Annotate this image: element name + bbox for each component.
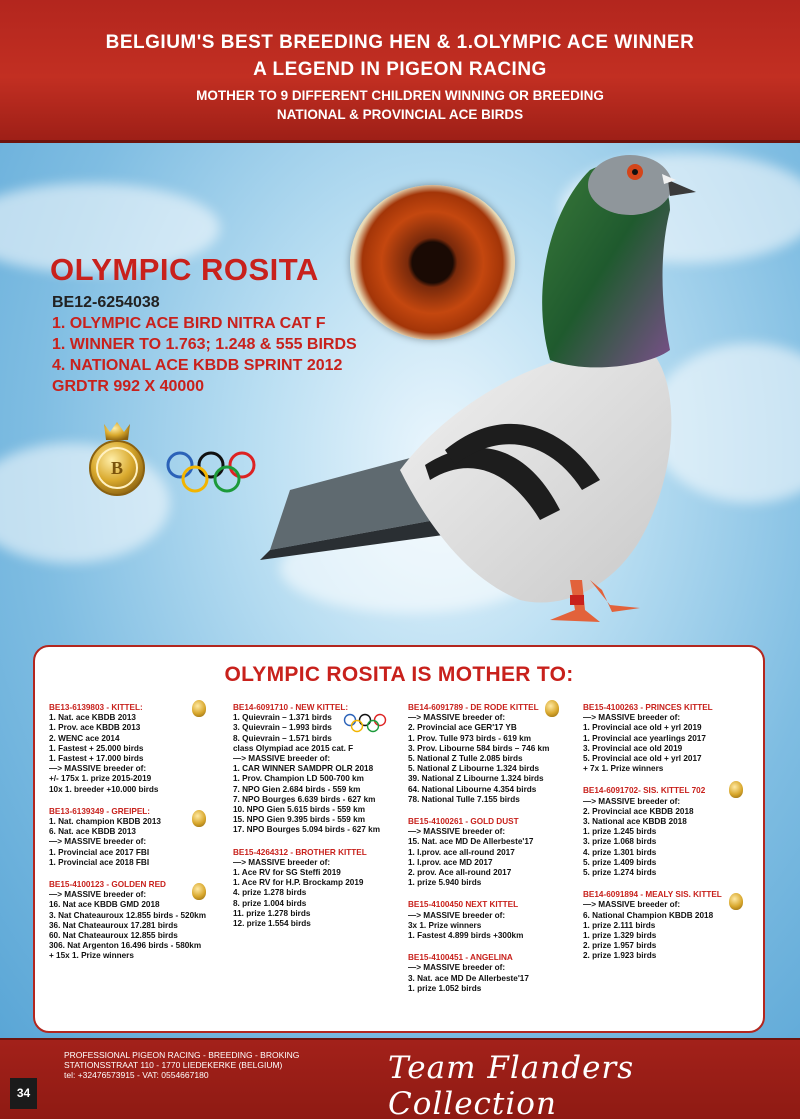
offspring-result-line: 2. WENC ace 2014 [49, 733, 120, 743]
kbdb-badge-icon [729, 893, 743, 910]
offspring-result-line: 1. Prov. Champion LD 500-700 km [233, 774, 364, 784]
offspring-result-line: 3x 1. Prize winners [408, 920, 482, 930]
offspring-result-line: 7. NPO Bourges 6.639 birds - 627 km [233, 794, 376, 804]
offspring-result-line: 7. NPO Gien 2.684 birds - 559 km [233, 784, 361, 794]
offspring-result-line: —> MASSIVE breeder of: [408, 713, 506, 723]
offspring-card [33, 645, 765, 1033]
headline-4: NATIONAL & PROVINCIAL ACE BIRDS [276, 107, 524, 122]
offspring-result-line: —> MASSIVE breeder of: [233, 754, 331, 764]
offspring-result-line: 1. prize 1.245 birds [583, 827, 657, 837]
olympic-rings-icon [165, 449, 257, 495]
offspring-entry [408, 953, 576, 994]
offspring-result-line: 306. Nat Argenton 16.496 birds - 580km [49, 941, 202, 951]
offspring-result-line: 3. Provincial ace old 2019 [583, 743, 683, 753]
page-number: 34 [10, 1078, 37, 1109]
offspring-title: BE14-6091702- SIS. KITTEL 702 [583, 786, 706, 796]
offspring-title: BE15-4264312 - BROTHER KITTEL [233, 847, 367, 857]
offspring-result-line: 1. Fastest 4.899 birds +300km [408, 931, 524, 941]
offspring-result-line: 4. prize 1.301 birds [583, 847, 657, 857]
offspring-result-line: 39. National Z Libourne 1.324 birds [408, 774, 544, 784]
offspring-result-line: —> MASSIVE breeder of: [408, 963, 506, 973]
offspring-result-line: —> MASSIVE breeder of: [233, 857, 331, 867]
kbdb-badge-icon [192, 810, 206, 827]
headline-1: BELGIUM'S BEST BREEDING HEN & 1.OLYMPIC ACE WINNER [105, 32, 695, 53]
offspring-result-line: 1. Prov. Tulle 973 birds - 619 km [408, 733, 532, 743]
olympic-rings-icon [343, 713, 387, 733]
offspring-result-line: 3. Nat. ace MD De Allerbeste'17 [408, 973, 529, 983]
offspring-entry [408, 817, 576, 888]
footer-address: STATIONSSTRAAT 110 - 1770 LIEDEKERKE (BELGIUM) [64, 1060, 283, 1070]
offspring-entry [583, 890, 751, 961]
offspring-result-line: 64. National Libourne 4.354 birds [408, 784, 537, 794]
offspring-result-line: 1. CAR WINNER SAMDPR OLR 2018 [233, 764, 374, 774]
offspring-result-line: 2. Provincial ace GER'17 YB [408, 723, 517, 733]
offspring-result-line: 6. Nat. ace KBDB 2013 [49, 827, 136, 837]
offspring-result-line: 2. prize 1.923 birds [583, 951, 657, 961]
offspring-result-line: —> MASSIVE breeder of: [583, 900, 681, 910]
offspring-result-line: —> MASSIVE breeder of: [408, 910, 506, 920]
offspring-title: BE15-4100450 NEXT KITTEL [408, 900, 519, 910]
offspring-title: BE15-4100261 - GOLD DUST [408, 817, 519, 827]
offspring-result-line: —> MASSIVE breeder of: [583, 713, 681, 723]
offspring-result-line: 1. I.prov. ace MD 2017 [408, 857, 493, 867]
offspring-column-2 [233, 703, 401, 941]
pigeon-name: OLYMPIC ROSITA [50, 252, 319, 287]
offspring-result-line: 1. I.prov. ace all-round 2017 [408, 847, 515, 857]
headline-3: MOTHER TO 9 DIFFERENT CHILDREN WINNING OR BREEDING [196, 88, 604, 103]
offspring-result-line: + 15x 1. Prize winners [49, 951, 134, 961]
offspring-result-line: 1. Ace RV for SG Steffi 2019 [233, 868, 341, 878]
offspring-result-line: + 7x 1. Prize winners [583, 764, 664, 774]
offspring-entry [408, 703, 576, 805]
offspring-column-4 [583, 703, 751, 974]
offspring-title: BE14-6091894 - MEALY SIS. KITTEL [583, 890, 722, 900]
offspring-result-line: 1. Ace RV for H.P. Brockamp 2019 [233, 878, 364, 888]
offspring-result-line: 5. prize 1.274 birds [583, 868, 657, 878]
offspring-result-line: 2. prov. Ace all-round 2017 [408, 868, 512, 878]
offspring-column-1 [49, 703, 217, 974]
offspring-result-line: 1. Fastest + 25.000 birds [49, 743, 144, 753]
offspring-result-line: 5. National Z Libourne 1.324 birds [408, 764, 540, 774]
kbdb-badge-icon [729, 781, 743, 798]
offspring-result-line: 1. Provincial ace old + yrl 2019 [583, 723, 702, 733]
offspring-result-line: 2. Provincial ace KBDB 2018 [583, 806, 694, 816]
offspring-result-line: 16. Nat ace KBDB GMD 2018 [49, 900, 160, 910]
offspring-result-line: 1. Provincial ace 2018 FBI [49, 857, 150, 867]
offspring-entry [233, 848, 401, 930]
offspring-result-line: 10x 1. breeder +10.000 birds [49, 784, 159, 794]
offspring-result-line: —> MASSIVE breeder of: [583, 796, 681, 806]
offspring-result-line: 3. Nat Chateauroux 12.855 birds - 520km [49, 910, 206, 920]
kbdb-badge-icon [192, 700, 206, 717]
footer-contact [64, 1050, 299, 1080]
offspring-result-line: 1. prize 1.329 birds [583, 931, 657, 941]
offspring-entry [583, 703, 751, 774]
offspring-result-line: 12. prize 1.554 birds [233, 919, 311, 929]
offspring-result-line: 3. National ace KBDB 2018 [583, 817, 687, 827]
offspring-result-line: 1. Nat. ace KBDB 2013 [49, 713, 136, 723]
offspring-result-line: 10. NPO Gien 5.615 birds - 559 km [233, 805, 365, 815]
credential-line: 1. WINNER TO 1.763; 1.248 & 555 BIRDS [52, 336, 357, 353]
credential-line: GRDTR 992 X 40000 [52, 378, 205, 395]
offspring-result-line: 15. NPO Gien 9.395 birds - 559 km [233, 815, 365, 825]
offspring-result-line: —> MASSIVE breeder of: [408, 827, 506, 837]
offspring-result-line: 11. prize 1.278 birds [233, 908, 311, 918]
offspring-title: BE14-6091789 - DE RODE KITTEL [408, 703, 539, 712]
offspring-title: BE14-6091710 - NEW KITTEL: [233, 703, 349, 712]
kbdb-badge-icon [86, 418, 148, 498]
offspring-result-line: 8. Quievrain – 1.571 birds [233, 733, 332, 743]
offspring-result-line: 2. prize 1.957 birds [583, 941, 657, 951]
offspring-result-line: 1. Nat. champion KBDB 2013 [49, 817, 161, 827]
offspring-result-line: 5. National Z Tulle 2.085 birds [408, 754, 523, 764]
offspring-result-line: 60. Nat Chateauroux 12.855 birds [49, 931, 178, 941]
card-title: OLYMPIC ROSITA IS MOTHER TO: [224, 663, 574, 686]
svg-text:B: B [110, 458, 124, 478]
offspring-result-line: 17. NPO Bourges 5.094 birds - 627 km [233, 825, 380, 835]
credential-line: 4. NATIONAL ACE KBDB SPRINT 2012 [52, 357, 343, 374]
offspring-title: BE13-6139349 - GREIPEL: [49, 806, 151, 816]
ring-number: BE12-6254038 [52, 294, 160, 311]
kbdb-badge-icon [545, 700, 559, 717]
offspring-result-line: —> MASSIVE breeder of: [49, 837, 147, 847]
offspring-result-line: 6. National Champion KBDB 2018 [583, 910, 714, 920]
offspring-result-line: 3. prize 1.068 birds [583, 837, 657, 847]
offspring-entry [49, 703, 217, 795]
offspring-result-line: 8. prize 1.004 birds [233, 898, 307, 908]
offspring-result-line: 4. prize 1.278 birds [233, 888, 307, 898]
footer-phone-vat: tel: +32476573915 - VAT: 0554667180 [64, 1070, 209, 1080]
offspring-entry [408, 900, 576, 941]
offspring-title: BE13-6139803 - KITTEL: [49, 703, 143, 712]
offspring-result-line: class Olympiad ace 2015 cat. F [233, 743, 354, 753]
offspring-result-line: 1. prize 1.052 birds [408, 983, 482, 993]
headline-2: A LEGEND IN PIGEON RACING [253, 59, 547, 80]
offspring-result-line: 5. Provincial ace old + yrl 2017 [583, 754, 702, 764]
offspring-result-line: 3. Quievrain – 1.993 birds [233, 723, 332, 733]
offspring-result-line: 3. Prov. Libourne 584 birds – 746 km [408, 743, 550, 753]
kbdb-badge-icon [192, 883, 206, 900]
offspring-entry [583, 786, 751, 878]
pigeon-credentials [52, 292, 357, 397]
offspring-result-line: —> MASSIVE breeder of: [49, 890, 147, 900]
offspring-result-line: 78. National Tulle 7.155 birds [408, 794, 520, 804]
credential-line: 1. OLYMPIC ACE BIRD NITRA CAT F [52, 315, 326, 332]
offspring-result-line: 15. Nat. ace MD De Allerbeste'17 [408, 837, 534, 847]
offspring-result-line: 5. prize 1.409 birds [583, 857, 657, 867]
offspring-title: BE15-4100451 - ANGELINA [408, 953, 513, 963]
offspring-result-line: 1. prize 5.940 birds [408, 878, 482, 888]
offspring-result-line: —> MASSIVE breeder of: [49, 764, 147, 774]
offspring-title: BE15-4100123 - GOLDEN RED [49, 880, 166, 890]
offspring-result-line: 1. Prov. ace KBDB 2013 [49, 723, 141, 733]
header-banner [0, 0, 800, 143]
footer-tagline: PROFESSIONAL PIGEON RACING - BREEDING - BROKING [64, 1050, 300, 1060]
offspring-result-line: +/- 175x 1. prize 2015-2019 [49, 774, 152, 784]
offspring-result-line: 1. prize 2.111 birds [583, 920, 656, 930]
offspring-result-line: 1. Quievrain – 1.371 birds [233, 713, 332, 723]
offspring-result-line: 1. Fastest + 17.000 birds [49, 754, 144, 764]
offspring-result-line: 36. Nat Chateauroux 17.281 birds [49, 920, 178, 930]
offspring-column-3 [408, 703, 576, 1006]
offspring-result-line: 1. Provincial ace yearlings 2017 [583, 733, 706, 743]
footer-banner [0, 1038, 800, 1119]
brand-signature: Team Flanders Collection [388, 1050, 635, 1119]
offspring-result-line: 1. Provincial ace 2017 FBI [49, 847, 150, 857]
offspring-title: BE15-4100263 - PRINCES KITTEL [583, 703, 713, 712]
